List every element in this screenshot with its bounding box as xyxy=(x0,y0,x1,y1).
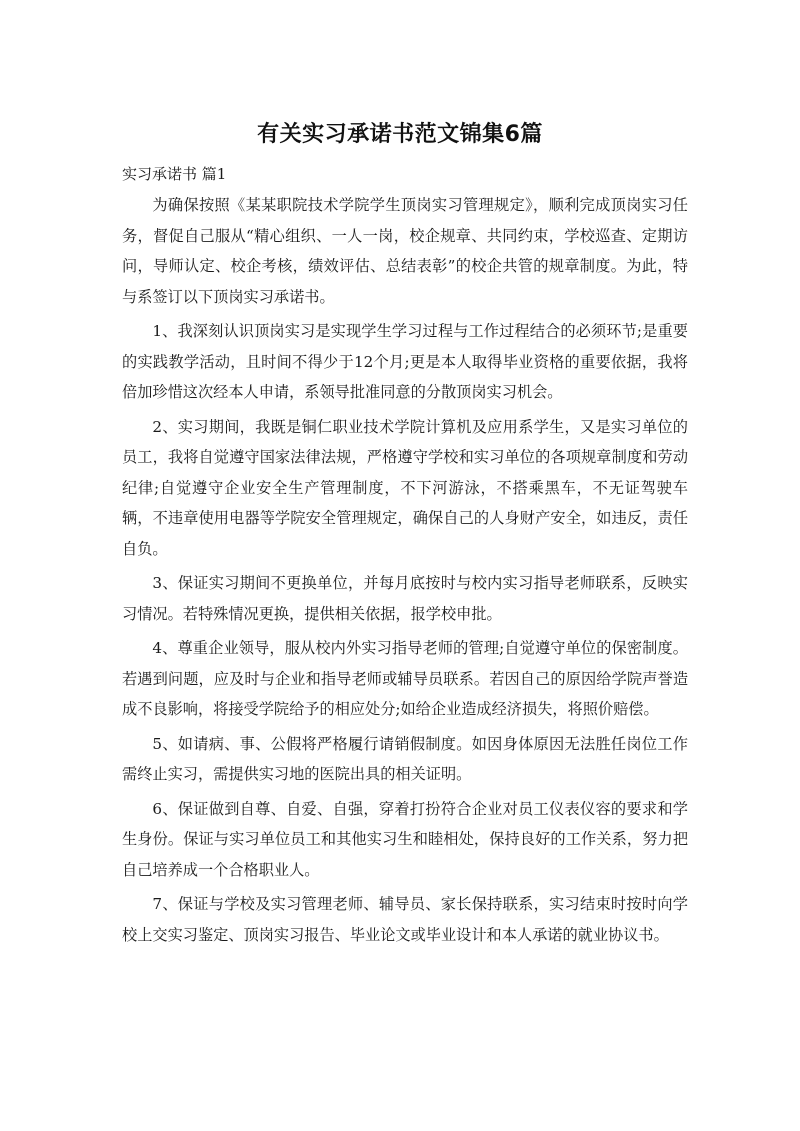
clause-paragraph-4: 4、尊重企业领导，服从校内外实习指导老师的管理;自觉遵守单位的保密制度。若遇到问题，应及时与企业和指导老师或辅导员联系。若因自己的原因给学院声誉造成不良影响，将接受学院给予的相应处分;如给企业造成经济损失，将照价赔偿。 xyxy=(122,639,688,718)
document-title: 有关实习承诺书范文锦集6篇 xyxy=(257,122,543,147)
section-heading: 实习承诺书 篇1 xyxy=(122,165,227,183)
clause-paragraph-1: 1、我深刻认识顶岗实习是实现学生学习过程与工作过程结合的必须环节;是重要的实践教学活动，且时间不得少于12个月;更是本人取得毕业资格的重要依据，我将倍加珍惜这次经本人申请，系领导批准同意的分散顶岗实习机会。 xyxy=(122,322,688,401)
clause-paragraph-3: 3、保证实习期间不更换单位，并每月底按时与校内实习指导老师联系，反映实习情况。若特殊情况更换，提供相关依据，报学校申批。 xyxy=(122,574,688,623)
clause-paragraph-5: 5、如请病、事、公假将严格履行请销假制度。如因身体原因无法胜任岗位工作需终止实习，需提供实习地的医院出具的相关证明。 xyxy=(122,734,688,783)
clause-paragraph-6: 6、保证做到自尊、自爱、自强，穿着打扮符合企业对员工仪表仪容的要求和学生身份。保证与实习单位员工和其他实习生和睦相处，保持良好的工作关系，努力把自己培养成一个合格职业人。 xyxy=(122,799,688,879)
clause-paragraph-7: 7、保证与学校及实习管理老师、辅导员、家长保持联系，实习结束时按时向学校上交实习鉴定、顶岗实习报告、毕业论文或毕业设计和本人承诺的就业协议书。 xyxy=(122,895,688,944)
clause-paragraph-2: 2、实习期间，我既是铜仁职业技术学院计算机及应用系学生，又是实习单位的员工，我将自觉遵守国家法律法规，严格遵守学校和实习单位的各项规章制度和劳动纪律;自觉遵守企业安全生产管理制度，不下河游泳，不搭乘黑车，不无证驾驶车辆，不违章使用电器等学院安全管理规定，确保自己的人身财产安全，如违反，责任自负。 xyxy=(122,417,688,558)
document-body xyxy=(122,190,688,954)
intro-paragraph: 为确保按照《某某职院技术学院学生顶岗实习管理规定》，顺利完成顶岗实习任务，督促自己服从“精心组织、一人一岗，校企规章、共同约束，学校巡查、定期访问，导师认定、校企考核，绩效评估、总结表彰”的校企共管的规章制度。为此，特与系签订以下顶岗实习承诺书。 xyxy=(122,196,688,306)
